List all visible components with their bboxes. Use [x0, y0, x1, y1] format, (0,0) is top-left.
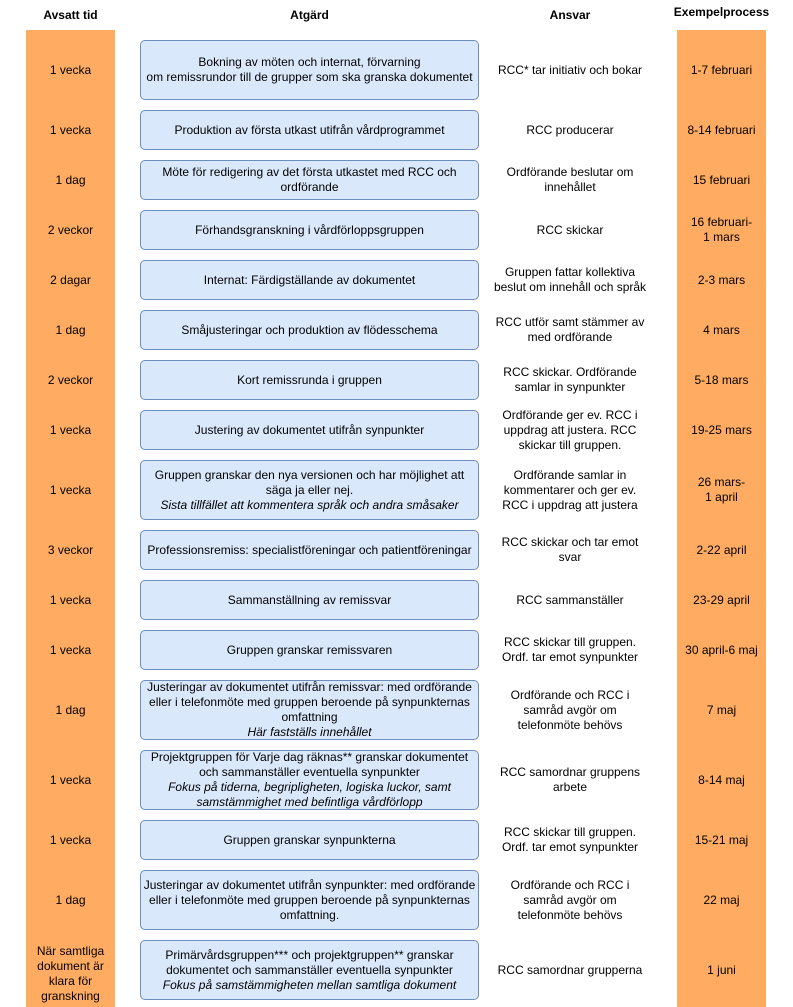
row-example — [677, 820, 766, 860]
row-time: 1 vecka — [49, 592, 92, 607]
text-line: omfattning. — [279, 907, 340, 922]
row-responsible — [488, 110, 652, 150]
row-example — [677, 360, 766, 400]
action-note-line: Fokus på samstämmigheten mellan samtliga dokument — [162, 977, 457, 992]
text-line: 2-22 april — [696, 542, 747, 557]
row-example — [677, 110, 766, 150]
row-time: 1 vecka — [49, 62, 92, 77]
action-box — [140, 460, 479, 520]
action-box — [140, 160, 479, 200]
text-line: skickar till gruppen. — [518, 437, 622, 452]
text-line: 19-25 mars — [691, 422, 752, 437]
text-line: 7 maj — [706, 702, 737, 717]
text-line: Justeringar av dokumentet utifrån synpunkter: med ordförande — [143, 877, 476, 892]
row-time: 2 veckor — [47, 222, 94, 237]
text-line: Justering av dokumentet utifrån synpunkter — [194, 422, 425, 437]
row-time: 1 vecka — [49, 832, 92, 847]
row-example — [677, 870, 766, 930]
text-line: samlar in synpunkter — [514, 380, 626, 394]
row-time: 3 veckor — [47, 542, 94, 557]
row-time: 1 dag — [55, 702, 86, 717]
row-responsible — [488, 360, 652, 400]
row-example — [677, 630, 766, 670]
action-box — [140, 750, 479, 810]
text-line: och sammanställer eventuella synpunkter — [199, 765, 420, 779]
text-line: Ordförande samlar in — [513, 467, 627, 482]
row-example — [677, 310, 766, 350]
row-responsible — [488, 40, 652, 100]
row-responsible — [488, 210, 652, 250]
text-line: RCC i uppdrag att justera — [502, 497, 638, 512]
text-line: RCC skickar och tar emot — [501, 535, 639, 549]
row-responsible — [488, 310, 652, 350]
text-line: Ordförande beslutar om — [506, 165, 634, 179]
text-line: Gruppen granskar synpunkterna — [223, 832, 396, 847]
text-line: omfattning — [281, 710, 338, 724]
text-line: samråd avgör om — [523, 892, 617, 907]
text-line: Småjusteringar och produktion av flödesschema — [181, 322, 438, 337]
action-box — [140, 310, 479, 350]
text-line: 15-21 maj — [694, 832, 749, 847]
row-example — [677, 750, 766, 810]
text-line: RCC skickar. Ordförande — [503, 365, 637, 379]
text-line: Gruppen granskar remissvaren — [226, 642, 393, 657]
row-example — [677, 680, 766, 740]
text-line: RCC utför samt stämmer av — [495, 315, 645, 329]
row-example — [677, 580, 766, 620]
text-line: Sammanställning av remissvar — [227, 592, 392, 607]
text-line: med ordförande — [527, 330, 613, 344]
text-line: innehållet — [544, 180, 596, 194]
header-action: Atgärd — [290, 8, 329, 22]
text-line: uppdrag att justera. RCC — [503, 422, 637, 437]
text-line: beslut om innehåll och språk — [493, 280, 647, 294]
row-time: 1 dag — [55, 172, 86, 187]
row-time: 1 vecka — [49, 482, 92, 497]
text-line: svar — [558, 550, 582, 564]
row-time: 2 dagar — [50, 272, 91, 287]
row-example — [677, 410, 766, 450]
text-line: RCC skickar till gruppen. — [503, 825, 637, 839]
text-line: RCC skickar — [536, 222, 604, 237]
row-example — [677, 260, 766, 300]
text-line: 22 maj — [703, 892, 740, 907]
text-line: Professionsremiss: specialistföreningar och patientföreningar — [147, 542, 472, 557]
text-line: Kort remissrunda i gruppen — [237, 372, 382, 387]
row-example — [677, 460, 766, 520]
action-box — [140, 870, 479, 930]
row-responsible — [488, 530, 652, 570]
text-line: om remissrundor till de grupper som ska granska dokumentet — [146, 70, 473, 84]
action-box — [140, 110, 479, 150]
row-example — [677, 940, 766, 1000]
text-line: Möte för redigering av det första utkastet med RCC och — [162, 165, 457, 179]
action-box — [140, 210, 479, 250]
text-line: Gruppen fattar kollektiva — [504, 265, 636, 279]
text-line: 2-3 mars — [697, 272, 746, 287]
text-line: 23-29 april — [693, 592, 750, 607]
text-line: telefonmöte behövs — [517, 717, 623, 732]
header-responsible: Ansvar — [549, 8, 591, 22]
text-line: 1 april — [705, 490, 738, 504]
text-line: 8-14 maj — [698, 772, 745, 787]
text-line: 5-18 mars — [694, 372, 749, 387]
row-responsible — [488, 820, 652, 860]
row-responsible — [488, 940, 652, 1000]
action-box — [140, 630, 479, 670]
text-line: 4 mars — [703, 322, 740, 337]
text-line: Gruppen granskar den nya versionen och har möjlighet att — [154, 467, 465, 482]
action-box — [140, 530, 479, 570]
row-responsible — [488, 160, 652, 200]
text-line: Ordförande och RCC i — [510, 687, 630, 702]
text-line: eller i telefonmöte med gruppen beroende på synpunkternas — [149, 695, 470, 709]
text-line: Internat: Färdigställande av dokumentet — [203, 272, 416, 287]
row-example — [677, 530, 766, 570]
text-line: samråd avgör om — [523, 702, 617, 717]
action-note-line: Sista tillfället att kommentera språk och andra småsaker — [160, 497, 459, 512]
text-line: RCC sammanställer — [516, 592, 624, 607]
row-responsible — [488, 680, 652, 740]
text-line: 1 juni — [707, 962, 736, 977]
row-responsible — [488, 750, 652, 810]
header-time: Avsatt tid — [43, 8, 98, 22]
row-time: 1 dag — [55, 322, 86, 337]
text-line: 8-14 februari — [687, 122, 756, 137]
action-box — [140, 360, 479, 400]
row-time: 1 dag — [55, 892, 86, 907]
row-time: 1 vecka — [49, 772, 92, 787]
text-line: RCC samordnar gruppens — [499, 765, 641, 779]
text-line: RCC samordnar grupperna — [497, 962, 643, 977]
text-line: Ordförande ger ev. RCC i — [502, 407, 638, 422]
text-line: 30 april-6 maj — [685, 642, 758, 657]
row-time: När samtliga dokument är klara för granskning — [36, 943, 105, 1003]
text-line: Förhandsgranskning i vårdförloppsgruppen — [195, 222, 424, 237]
text-line: RCC skickar till gruppen. — [503, 635, 637, 649]
row-example — [677, 160, 766, 200]
action-box — [140, 820, 479, 860]
row-responsible — [488, 630, 652, 670]
action-note-line: Fokus på tiderna, begripligheten, logiska luckor, samt — [168, 780, 451, 794]
row-responsible — [488, 407, 652, 452]
row-example — [677, 210, 766, 250]
text-line: 16 februari- — [690, 215, 753, 229]
row-responsible — [488, 870, 652, 930]
action-box — [140, 680, 479, 740]
text-line: 15 februari — [692, 172, 751, 187]
text-line: dokumentet och sammanställer eventuella synpunkter — [166, 962, 453, 977]
text-line: RCC producerar — [526, 122, 614, 137]
action-box — [140, 410, 479, 450]
text-line: Projektgruppen för Varje dag räknas** granskar dokumentet — [150, 750, 469, 764]
row-responsible — [488, 460, 652, 520]
text-line: kommentarer och ger ev. — [503, 482, 637, 497]
action-box — [140, 260, 479, 300]
row-time: 1 vecka — [49, 422, 92, 437]
text-line: arbete — [552, 780, 588, 794]
action-note-line: Här fastställs innehållet — [247, 725, 372, 739]
text-line: Ordf. tar emot synpunkter — [501, 840, 639, 854]
text-line: Bokning av möten och internat, förvarning — [198, 55, 421, 69]
text-line: Ordförande och RCC i — [510, 877, 630, 892]
text-line: RCC* tar initiativ och bokar — [497, 62, 643, 77]
text-line: 1-7 februari — [690, 62, 753, 77]
row-responsible — [488, 260, 652, 300]
text-line: Ordf. tar emot synpunkter — [501, 650, 639, 664]
text-line: säga ja eller nej. — [265, 482, 354, 497]
action-note-line: samstämmighet med befintliga vårdförlopp — [196, 795, 423, 809]
action-box — [140, 40, 479, 100]
text-line: Primärvårdsgruppen*** och projektgruppen** granskar — [165, 947, 454, 962]
text-line: 1 mars — [703, 230, 740, 244]
action-box — [140, 580, 479, 620]
row-time: 2 veckor — [47, 372, 94, 387]
header-example: Exempelprocess — [673, 5, 770, 19]
text-line: 26 mars- — [697, 475, 746, 489]
text-line: Produktion av första utkast utifrån vårdprogrammet — [174, 122, 445, 137]
text-line: telefonmöte behövs — [517, 907, 623, 922]
row-responsible — [488, 580, 652, 620]
text-line: Justeringar av dokumentet utifrån remissvar: med ordförande — [147, 680, 472, 694]
action-box — [140, 940, 479, 1000]
text-line: eller i telefonmöte med gruppen beroende på synpunkternas — [149, 892, 470, 907]
text-line: ordförande — [280, 180, 339, 194]
row-time: 1 vecka — [49, 122, 92, 137]
row-example — [677, 40, 766, 100]
row-time: 1 vecka — [49, 642, 92, 657]
